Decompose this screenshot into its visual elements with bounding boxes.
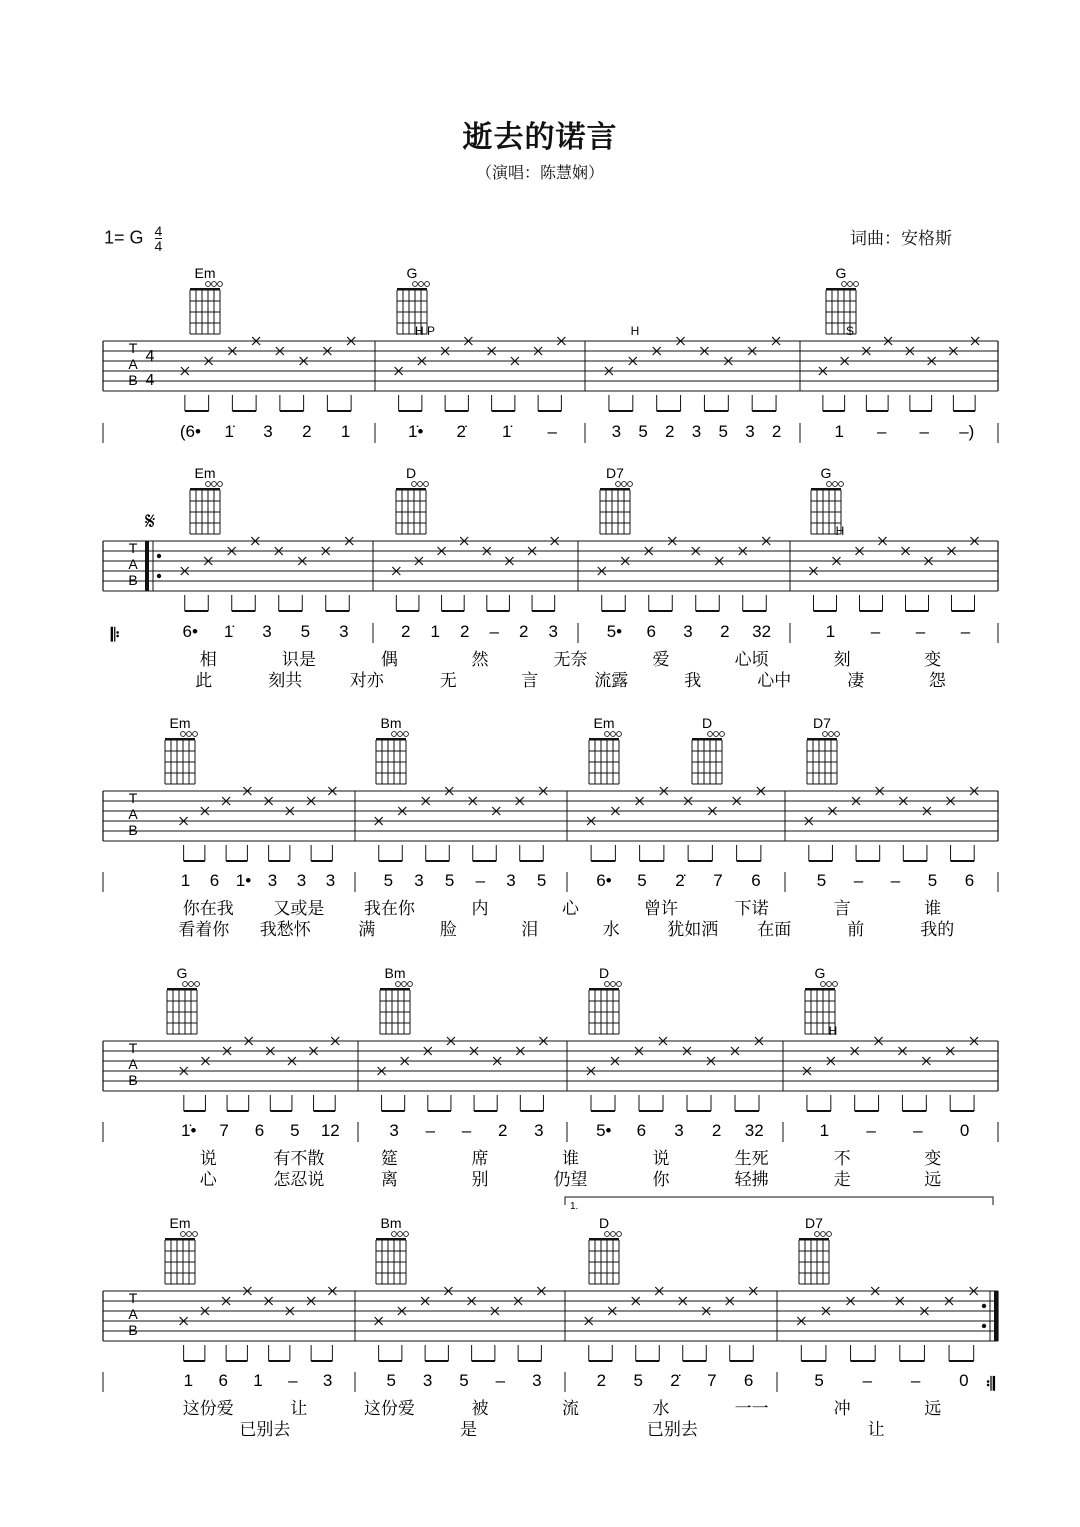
lyric-verse1: 谁 <box>924 899 942 919</box>
jianpu-note: 6• <box>596 871 612 890</box>
jianpu-note: 1 <box>825 622 836 641</box>
open-string-marker <box>187 1232 192 1237</box>
jianpu-note: 5 <box>290 1121 300 1140</box>
chord-name: Em <box>169 1215 191 1231</box>
tab-clef-letter: T <box>128 1040 138 1056</box>
jianpu-note: – <box>870 622 881 641</box>
open-string-marker <box>392 732 397 737</box>
lyric-verse2: 前 <box>847 920 865 940</box>
lyric-verse1: 然 <box>471 650 489 670</box>
jianpu-note: 5 <box>816 871 827 890</box>
lyric-verse1: 心 <box>562 899 579 919</box>
open-string-marker <box>611 732 616 737</box>
open-string-marker <box>183 982 188 987</box>
chord-name: Em <box>194 265 216 281</box>
jianpu-note: 2̇ <box>670 1371 680 1390</box>
jianpu-note: 2 <box>771 422 782 441</box>
jianpu-note: 3 <box>532 1371 542 1390</box>
lyric-verse1: 识是 <box>281 650 316 670</box>
lyric-verse1: 说 <box>652 1149 670 1169</box>
lyric-verse2: 让 <box>867 1420 885 1440</box>
jianpu-note: 1 <box>183 1371 194 1390</box>
jianpu-note: 1 <box>430 622 440 641</box>
jianpu-note: 3 <box>683 622 693 641</box>
lyric-verse1: 冲 <box>833 1399 851 1419</box>
lyric-verse2: 言 <box>521 671 539 691</box>
jianpu-note: 3 <box>548 622 558 641</box>
jianpu-note: 3 <box>534 1121 544 1140</box>
lyric-verse1: 这份爱 <box>363 1399 415 1419</box>
segno-sign: 𝄋 <box>145 508 156 535</box>
jianpu-note: 1̇ <box>502 422 512 441</box>
open-string-marker <box>833 482 838 487</box>
jianpu-note: 6 <box>636 1121 647 1140</box>
jianpu-note: 3 <box>691 422 702 441</box>
lyric-verse2: 刻共 <box>268 671 303 691</box>
time-bottom: 4 <box>154 238 163 254</box>
open-string-marker <box>402 982 407 987</box>
lyric-verse1: 筵 <box>380 1149 398 1169</box>
jianpu-note: 5 <box>638 422 648 441</box>
jianpu-note: 6 <box>209 871 220 890</box>
jianpu-repeat-end: 𝄇 <box>986 1374 995 1394</box>
jianpu-note: 3 <box>414 871 424 890</box>
lyric-verse1: 又或是 <box>273 899 325 919</box>
jianpu-note: 5 <box>300 622 311 641</box>
technique-mark: H P <box>414 324 436 338</box>
jianpu-note: 6 <box>743 1371 754 1390</box>
technique-mark: H <box>835 524 845 538</box>
lyric-verse1: 不 <box>833 1149 851 1169</box>
jianpu-note: 2̇ <box>675 871 685 890</box>
open-string-marker <box>829 732 834 737</box>
jianpu-note: 2 <box>401 622 411 641</box>
tab-clef-letter: A <box>128 356 138 372</box>
lyric-verse2: 流露 <box>594 671 629 691</box>
open-string-marker <box>839 482 844 487</box>
jianpu-note: 2 <box>460 622 470 641</box>
lyric-verse2: 满 <box>358 920 376 940</box>
jianpu-note: 5 <box>633 1371 643 1390</box>
jianpu-note: 3 <box>422 1371 433 1390</box>
jianpu-note: 0 <box>959 1371 969 1390</box>
open-string-marker <box>848 282 853 287</box>
jianpu-note: 5 <box>386 1371 396 1390</box>
lyric-verse2: 我的 <box>920 920 955 940</box>
chord-name: Em <box>169 715 191 731</box>
open-string-marker <box>628 482 633 487</box>
jianpu-note: – <box>866 1121 876 1140</box>
jianpu-note: – <box>425 1121 436 1140</box>
tab-clef-letter: B <box>128 822 138 838</box>
jianpu-note: – <box>461 1121 472 1140</box>
jianpu-note: 5 <box>814 1371 824 1390</box>
jianpu-note: 5 <box>718 422 728 441</box>
open-string-marker <box>418 482 423 487</box>
jianpu-note: 32 <box>752 622 772 641</box>
open-string-marker <box>708 732 713 737</box>
lyric-verse2: 怨 <box>928 671 946 691</box>
song-title: 逝去的诺言 <box>462 120 618 155</box>
open-string-marker <box>823 732 828 737</box>
jianpu-note: 5 <box>444 871 455 890</box>
lyric-verse1: 心顷 <box>734 650 769 670</box>
lyric-verse1: 水 <box>652 1399 670 1419</box>
open-string-marker <box>605 982 610 987</box>
jianpu-note: 1̇ <box>224 422 234 441</box>
open-string-marker <box>218 282 223 287</box>
open-string-marker <box>398 732 403 737</box>
open-string-marker <box>189 982 194 987</box>
open-string-marker <box>193 1232 198 1237</box>
chord-name: D7 <box>606 465 624 481</box>
jianpu-note: 2 <box>665 422 675 441</box>
lyric-verse2: 犹如洒 <box>667 920 719 940</box>
open-string-marker <box>617 1232 622 1237</box>
jianpu-note: – <box>495 1371 506 1390</box>
jianpu-note: 2 <box>596 1371 607 1390</box>
lyric-verse2: 脸 <box>439 920 457 940</box>
open-string-marker <box>611 1232 616 1237</box>
jianpu-note: 7 <box>713 871 723 890</box>
open-string-marker <box>720 732 725 737</box>
open-string-marker <box>622 482 627 487</box>
open-string-marker <box>821 1232 826 1237</box>
lyric-verse2: 心中 <box>757 671 792 691</box>
repeat-dot <box>157 574 161 578</box>
lyric-verse1: 变 <box>924 1149 942 1169</box>
performer-subtitle: （演唱：陈慧娴） <box>475 163 604 182</box>
chord-name: Em <box>593 715 615 731</box>
open-string-marker <box>396 982 401 987</box>
tab-clef-letter: B <box>128 1322 138 1338</box>
open-string-marker <box>218 482 223 487</box>
repeat-dot <box>982 1304 986 1308</box>
jianpu-note: 2 <box>497 1121 508 1140</box>
lyric-verse1: 远 <box>924 1399 942 1419</box>
jianpu-note: 3 <box>745 422 755 441</box>
jianpu-note: 3 <box>674 1121 684 1140</box>
open-string-marker <box>212 282 217 287</box>
jianpu-note: 3 <box>267 871 278 890</box>
lyric-verse1: 说 <box>199 1149 217 1169</box>
open-string-marker <box>206 282 211 287</box>
lyric-verse2: 心 <box>199 1170 217 1190</box>
lyric-verse1: 你在我 <box>182 899 234 919</box>
jianpu-note: 1̇• <box>180 1121 197 1140</box>
lyric-verse2: 泪 <box>521 920 539 940</box>
lyric-verse2: 仍望 <box>553 1170 588 1190</box>
jianpu-note: – <box>913 1121 923 1140</box>
lyric-verse1: 言 <box>833 899 851 919</box>
lyric-verse1: 相 <box>199 650 217 670</box>
jianpu-note: 7 <box>219 1121 229 1140</box>
jianpu-note: 3 <box>325 871 336 890</box>
lyric-verse1: 下诺 <box>734 899 769 919</box>
jianpu-note: 6 <box>254 1121 265 1140</box>
lyric-verse2: 此 <box>195 671 213 691</box>
chord-name: Em <box>194 465 216 481</box>
chord-name: Bm <box>380 1215 402 1231</box>
open-string-marker <box>193 732 198 737</box>
jianpu-note: 5 <box>536 871 547 890</box>
jianpu-note: 3 <box>389 1121 399 1140</box>
jianpu-note: 1̇• <box>408 422 424 441</box>
volta-bracket <box>565 1197 993 1205</box>
lyric-verse2: 对亦 <box>349 671 384 691</box>
open-string-marker <box>412 482 417 487</box>
time-top: 4 <box>154 223 163 239</box>
lyric-verse1: 刻 <box>833 650 851 670</box>
open-string-marker <box>617 982 622 987</box>
chord-name: D7 <box>805 1215 823 1231</box>
open-string-marker <box>212 482 217 487</box>
open-string-marker <box>425 282 430 287</box>
lyric-verse2: 你 <box>652 1170 670 1190</box>
chord-name: G <box>814 965 826 981</box>
open-string-marker <box>413 282 418 287</box>
open-string-marker <box>854 282 859 287</box>
open-string-marker <box>827 982 832 987</box>
tab-clef-letter: T <box>128 340 138 356</box>
jianpu-note: 6 <box>646 622 656 641</box>
jianpu-repeat-start: 𝄆 <box>111 625 120 645</box>
lyric-verse1: 曾许 <box>644 899 679 919</box>
lyric-verse1: 一一 <box>734 1399 769 1419</box>
open-string-marker <box>181 732 186 737</box>
jianpu-note: 3 <box>262 622 272 641</box>
jianpu-note: 1 <box>819 1121 830 1140</box>
repeat-start-thick <box>145 541 149 591</box>
lyric-verse2: 别 <box>471 1170 489 1190</box>
lyric-verse1: 爱 <box>652 650 670 670</box>
open-string-marker <box>408 982 413 987</box>
jianpu-note: – <box>547 422 557 441</box>
open-string-marker <box>835 732 840 737</box>
tab-clef-letter: A <box>128 806 138 822</box>
open-string-marker <box>611 982 616 987</box>
tab-time-top: 4 <box>145 348 155 365</box>
lyric-verse1: 被 <box>471 1399 489 1419</box>
tab-time-bottom: 4 <box>145 372 155 389</box>
jianpu-note: 2 <box>302 422 312 441</box>
open-string-marker <box>195 982 200 987</box>
lyric-verse2: 在面 <box>757 920 792 940</box>
open-string-marker <box>404 732 409 737</box>
jianpu-note: 2 <box>720 622 730 641</box>
chord-name: D <box>405 465 417 481</box>
technique-mark: H <box>630 324 640 338</box>
jianpu-note: – <box>288 1371 298 1390</box>
chord-name: D <box>598 965 610 981</box>
lyric-verse1: 我在你 <box>363 899 415 919</box>
jianpu-note: 2̇ <box>456 422 466 441</box>
jianpu-note: 3 <box>339 622 349 641</box>
tab-clef-letter: B <box>128 1072 138 1088</box>
tab-clef-letter: A <box>128 1056 138 1072</box>
repeat-dot <box>157 554 161 558</box>
lyric-verse1: 无奈 <box>553 650 588 670</box>
open-string-marker <box>827 1232 832 1237</box>
jianpu-note: – <box>475 871 486 890</box>
jianpu-note: – <box>919 422 929 441</box>
jianpu-note: 12 <box>320 1121 340 1140</box>
lyric-verse2: 我愁怀 <box>259 920 311 940</box>
jianpu-note: 2 <box>711 1121 722 1140</box>
open-string-marker <box>714 732 719 737</box>
jianpu-note: 6 <box>751 871 761 890</box>
tab-clef-letter: A <box>128 556 138 572</box>
open-string-marker <box>424 482 429 487</box>
jianpu-note: 5 <box>927 871 938 890</box>
jianpu-note: 1 <box>340 422 351 441</box>
lyric-verse1: 生死 <box>734 1149 769 1169</box>
jianpu-note: 3 <box>506 871 516 890</box>
open-string-marker <box>392 1232 397 1237</box>
lyric-verse1: 谁 <box>562 1149 579 1169</box>
jianpu-note: – <box>489 622 499 641</box>
tab-clef-letter: A <box>128 1306 138 1322</box>
open-string-marker <box>187 732 192 737</box>
lyric-verse1: 偶 <box>380 650 398 670</box>
jianpu-note: – <box>890 871 901 890</box>
open-string-marker <box>419 282 424 287</box>
lyric-verse2: 看着你 <box>178 920 230 940</box>
jianpu-note: –) <box>959 422 975 441</box>
lyric-verse2: 走 <box>833 1170 851 1190</box>
chord-name: D7 <box>813 715 831 731</box>
chord-name: D <box>598 1215 610 1231</box>
open-string-marker <box>833 982 838 987</box>
lyric-verse2: 凄 <box>847 671 865 691</box>
open-string-marker <box>842 282 847 287</box>
tab-clef-letter: T <box>128 1290 138 1306</box>
open-string-marker <box>616 482 621 487</box>
jianpu-note: 5 <box>383 871 394 890</box>
lyric-verse2: 水 <box>602 920 620 940</box>
repeat-dot <box>982 1324 986 1328</box>
jianpu-note: 6 <box>964 871 975 890</box>
open-string-marker <box>398 1232 403 1237</box>
jianpu-note: – <box>960 622 971 641</box>
technique-mark: H <box>828 1024 838 1038</box>
jianpu-note: 6• <box>182 622 198 641</box>
chord-name: Bm <box>380 715 402 731</box>
jianpu-note: 5• <box>606 622 623 641</box>
jianpu-note: (6• <box>179 422 201 441</box>
chord-name: G <box>406 265 418 281</box>
tab-clef-letter: B <box>128 372 138 388</box>
jianpu-note: 5 <box>459 1371 469 1390</box>
jianpu-note: 0 <box>959 1121 970 1140</box>
lyric-verse2: 已别去 <box>646 1420 698 1440</box>
open-string-marker <box>181 1232 186 1237</box>
jianpu-note: – <box>877 422 887 441</box>
lyric-verse2: 远 <box>924 1170 942 1190</box>
jianpu-note: – <box>910 1371 921 1390</box>
open-string-marker <box>617 732 622 737</box>
lyric-verse1: 这份爱 <box>182 1399 234 1419</box>
lyricist-composer-credit: 词曲：安格斯 <box>850 229 952 249</box>
tab-clef-letter: T <box>128 790 138 806</box>
jianpu-note: 3 <box>611 422 622 441</box>
jianpu-note: 5• <box>596 1121 612 1140</box>
chord-name: G <box>176 965 188 981</box>
tab-clef-letter: T <box>128 540 138 556</box>
open-string-marker <box>827 482 832 487</box>
chord-name: G <box>835 265 847 281</box>
lyric-verse2: 已别去 <box>239 1420 291 1440</box>
tab-clef-letter: B <box>128 572 138 588</box>
lyric-verse1: 变 <box>924 650 942 670</box>
jianpu-note: 1 <box>180 871 191 890</box>
lyric-verse2: 怎忍说 <box>273 1170 325 1190</box>
lyric-verse2: 无 <box>439 671 457 691</box>
lyric-verse1: 内 <box>471 899 489 919</box>
jianpu-note: 3 <box>296 871 307 890</box>
jianpu-note: 1• <box>235 871 252 890</box>
chord-name: Bm <box>384 965 406 981</box>
volta-number: 1. <box>570 1201 579 1212</box>
lyric-verse1: 让 <box>290 1399 308 1419</box>
lyric-verse1: 有不散 <box>273 1149 325 1169</box>
lyric-verse2: 轻拂 <box>734 1170 769 1190</box>
key-label: 1= G <box>104 227 144 248</box>
jianpu-note: 32 <box>744 1121 764 1140</box>
lyric-verse2: 我 <box>684 671 702 691</box>
jianpu-note: 3 <box>263 422 273 441</box>
jianpu-note: 1̇ <box>223 622 234 641</box>
chord-name: D <box>701 715 713 731</box>
jianpu-note: 1 <box>253 1371 263 1390</box>
jianpu-note: 7 <box>707 1371 717 1390</box>
jianpu-note: 3 <box>322 1371 333 1390</box>
open-string-marker <box>404 1232 409 1237</box>
lyric-verse2: 是 <box>460 1420 478 1440</box>
open-string-marker <box>605 1232 610 1237</box>
repeat-end-thick <box>994 1291 998 1341</box>
open-string-marker <box>821 982 826 987</box>
jianpu-note: 6 <box>218 1371 228 1390</box>
chord-name: G <box>820 465 832 481</box>
open-string-marker <box>815 1232 820 1237</box>
technique-mark: S <box>845 324 855 338</box>
jianpu-note: – <box>853 871 864 890</box>
jianpu-note: 1 <box>834 422 844 441</box>
jianpu-note: 5 <box>637 871 647 890</box>
lyric-verse1: 流 <box>562 1399 579 1419</box>
jianpu-note: – <box>915 622 926 641</box>
open-string-marker <box>206 482 211 487</box>
lyric-verse1: 席 <box>471 1149 489 1169</box>
open-string-marker <box>605 732 610 737</box>
jianpu-note: 2 <box>519 622 529 641</box>
jianpu-note: – <box>862 1371 873 1390</box>
lyric-verse2: 离 <box>380 1170 398 1190</box>
